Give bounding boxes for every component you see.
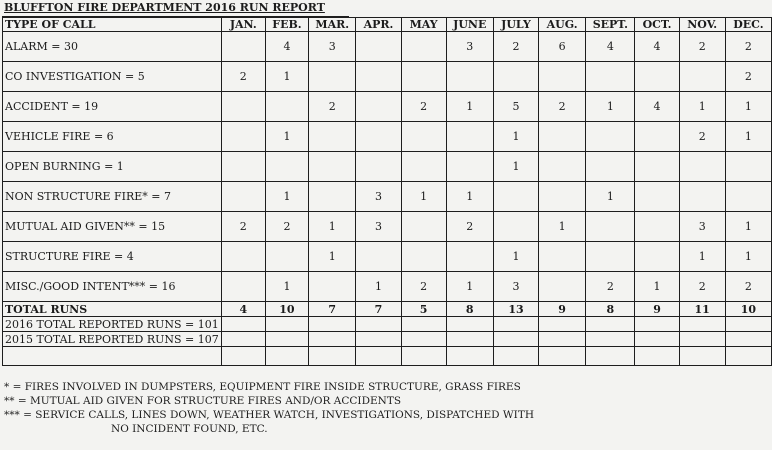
month-count <box>635 122 679 152</box>
call-type-row <box>3 152 772 182</box>
call-type-label: CO INVESTIGATION = 5 <box>3 62 222 92</box>
report-title: BLUFFTON FIRE DEPARTMENT 2016 RUN REPORT <box>4 1 325 14</box>
empty-cell <box>446 317 493 332</box>
empty-cell <box>539 332 586 347</box>
month-total: 8 <box>446 302 493 317</box>
call-type-label: ACCIDENT = 19 <box>3 92 222 122</box>
empty-cell <box>221 317 265 332</box>
month-count <box>309 122 356 152</box>
header-month: DEC. <box>725 18 771 32</box>
month-count: 4 <box>635 92 679 122</box>
call-type-row <box>3 182 772 212</box>
total-runs-row <box>3 302 772 317</box>
month-count <box>401 152 446 182</box>
month-count <box>493 182 538 212</box>
month-count: 1 <box>725 92 771 122</box>
header-month: JAN. <box>221 18 265 32</box>
month-count: 3 <box>446 32 493 62</box>
empty-cell <box>635 332 679 347</box>
month-count <box>221 272 265 302</box>
month-count: 1 <box>309 212 356 242</box>
call-type-label: OPEN BURNING = 1 <box>3 152 222 182</box>
header-month: JULY <box>493 18 538 32</box>
month-count: 2 <box>679 122 725 152</box>
month-count <box>586 122 635 152</box>
month-count: 2 <box>309 92 356 122</box>
month-count <box>586 242 635 272</box>
month-total: 10 <box>725 302 771 317</box>
call-type-label: NON STRUCTURE FIRE* = 7 <box>3 182 222 212</box>
month-count <box>446 122 493 152</box>
month-count: 1 <box>493 152 538 182</box>
empty-cell <box>725 332 771 347</box>
footnote-triple-star-continued: NO INCIDENT FOUND, ETC. <box>111 423 268 435</box>
empty-cell <box>221 332 265 347</box>
header-row <box>3 18 772 32</box>
month-total: 13 <box>493 302 538 317</box>
empty-cell <box>635 317 679 332</box>
month-count <box>221 152 265 182</box>
month-count <box>221 182 265 212</box>
month-count: 2 <box>725 62 771 92</box>
month-count <box>679 62 725 92</box>
call-type-label: VEHICLE FIRE = 6 <box>3 122 222 152</box>
empty-cell <box>309 347 356 366</box>
month-count: 1 <box>679 92 725 122</box>
header-month: MAY <box>401 18 446 32</box>
empty-cell <box>401 347 446 366</box>
month-count: 1 <box>725 122 771 152</box>
total-runs-label: TOTAL RUNS <box>3 302 222 317</box>
annual-total-row <box>3 332 772 347</box>
month-total: 9 <box>635 302 679 317</box>
empty-cell <box>446 332 493 347</box>
empty-cell <box>309 317 356 332</box>
month-count <box>356 62 401 92</box>
month-count <box>446 62 493 92</box>
month-count: 2 <box>401 272 446 302</box>
month-count: 1 <box>265 122 308 152</box>
month-count: 1 <box>493 122 538 152</box>
month-total: 5 <box>401 302 446 317</box>
month-count: 2 <box>265 212 308 242</box>
month-count <box>446 242 493 272</box>
empty-cell <box>539 317 586 332</box>
month-total: 7 <box>309 302 356 317</box>
month-count <box>309 272 356 302</box>
call-type-row <box>3 122 772 152</box>
month-count: 2 <box>221 62 265 92</box>
month-count <box>401 32 446 62</box>
month-count: 1 <box>356 272 401 302</box>
month-count <box>221 92 265 122</box>
call-type-label: STRUCTURE FIRE = 4 <box>3 242 222 272</box>
month-count <box>635 182 679 212</box>
header-month: AUG. <box>539 18 586 32</box>
call-type-label: ALARM = 30 <box>3 32 222 62</box>
call-type-row <box>3 242 772 272</box>
month-count <box>539 122 586 152</box>
month-count <box>539 62 586 92</box>
month-count: 4 <box>586 32 635 62</box>
month-count <box>356 92 401 122</box>
month-total: 10 <box>265 302 308 317</box>
month-total: 8 <box>586 302 635 317</box>
month-count: 1 <box>725 212 771 242</box>
month-count: 2 <box>539 92 586 122</box>
annual-total-label: 2016 TOTAL REPORTED RUNS = 101 <box>3 317 222 332</box>
month-count: 2 <box>679 272 725 302</box>
empty-cell <box>725 347 771 366</box>
call-type-label: MISC./GOOD INTENT*** = 16 <box>3 272 222 302</box>
header-month: MAR. <box>309 18 356 32</box>
empty-cell <box>493 347 538 366</box>
call-type-label: MUTUAL AID GIVEN** = 15 <box>3 212 222 242</box>
month-count: 1 <box>309 242 356 272</box>
month-count <box>539 272 586 302</box>
annual-total-label: 2015 TOTAL REPORTED RUNS = 107 <box>3 332 222 347</box>
month-count: 1 <box>586 182 635 212</box>
month-count <box>265 152 308 182</box>
call-type-row <box>3 32 772 62</box>
empty-cell <box>446 347 493 366</box>
month-count <box>635 242 679 272</box>
month-count <box>356 152 401 182</box>
empty-cell <box>401 332 446 347</box>
footnote-triple-star: *** = SERVICE CALLS, LINES DOWN, WEATHER WATCH, INVESTIGATIONS, DISPATCHED WITH <box>4 409 534 421</box>
month-count <box>356 32 401 62</box>
month-count: 1 <box>446 272 493 302</box>
month-count <box>725 152 771 182</box>
month-count: 4 <box>265 32 308 62</box>
empty-cell <box>725 317 771 332</box>
month-count: 4 <box>635 32 679 62</box>
footnotes <box>4 380 534 436</box>
month-count <box>401 62 446 92</box>
month-count <box>539 182 586 212</box>
month-count <box>401 122 446 152</box>
month-count <box>446 152 493 182</box>
month-total: 11 <box>679 302 725 317</box>
month-count: 3 <box>493 272 538 302</box>
month-count: 2 <box>401 92 446 122</box>
empty-cell <box>679 347 725 366</box>
month-count <box>725 182 771 212</box>
month-count: 1 <box>586 92 635 122</box>
month-count: 1 <box>539 212 586 242</box>
header-month: NOV. <box>679 18 725 32</box>
month-count <box>356 122 401 152</box>
header-month: FEB. <box>265 18 308 32</box>
month-count <box>586 152 635 182</box>
run-report-table <box>2 17 772 366</box>
header-month: SEPT. <box>586 18 635 32</box>
month-count: 6 <box>539 32 586 62</box>
footnote-single-star: * = FIRES INVOLVED IN DUMPSTERS, EQUIPMENT FIRE INSIDE STRUCTURE, GRASS FIRES <box>4 381 521 393</box>
month-count: 2 <box>725 272 771 302</box>
month-count: 2 <box>725 32 771 62</box>
empty-cell <box>356 347 401 366</box>
empty-cell <box>221 347 265 366</box>
call-type-row <box>3 92 772 122</box>
month-count: 1 <box>265 182 308 212</box>
month-count: 2 <box>586 272 635 302</box>
call-type-row <box>3 62 772 92</box>
month-count <box>635 212 679 242</box>
month-count <box>679 152 725 182</box>
month-total: 4 <box>221 302 265 317</box>
month-count: 1 <box>265 272 308 302</box>
month-count <box>493 212 538 242</box>
header-month: OCT. <box>635 18 679 32</box>
month-count: 1 <box>493 242 538 272</box>
empty-cell <box>356 317 401 332</box>
month-count: 1 <box>635 272 679 302</box>
month-count <box>309 182 356 212</box>
empty-cell <box>265 347 308 366</box>
month-total: 9 <box>539 302 586 317</box>
month-count <box>221 122 265 152</box>
empty-cell <box>3 347 222 366</box>
month-count <box>539 242 586 272</box>
month-count <box>221 32 265 62</box>
month-count: 1 <box>401 182 446 212</box>
month-total: 7 <box>356 302 401 317</box>
empty-cell <box>356 332 401 347</box>
month-count: 2 <box>493 32 538 62</box>
month-count <box>586 212 635 242</box>
month-count <box>401 212 446 242</box>
month-count: 3 <box>356 182 401 212</box>
month-count <box>493 62 538 92</box>
empty-cell <box>265 332 308 347</box>
month-count: 1 <box>446 182 493 212</box>
month-count: 2 <box>679 32 725 62</box>
month-count: 1 <box>679 242 725 272</box>
month-count <box>265 242 308 272</box>
footnote-double-star: ** = MUTUAL AID GIVEN FOR STRUCTURE FIRES AND/OR ACCIDENTS <box>4 395 402 407</box>
month-count: 1 <box>265 62 308 92</box>
month-count <box>309 62 356 92</box>
empty-cell <box>635 347 679 366</box>
month-count <box>221 242 265 272</box>
month-count: 5 <box>493 92 538 122</box>
month-count <box>679 182 725 212</box>
month-count <box>356 242 401 272</box>
month-count: 3 <box>356 212 401 242</box>
month-count: 1 <box>725 242 771 272</box>
empty-cell <box>539 347 586 366</box>
empty-cell <box>679 317 725 332</box>
month-count: 2 <box>221 212 265 242</box>
month-count <box>586 62 635 92</box>
month-count: 2 <box>446 212 493 242</box>
empty-cell <box>493 317 538 332</box>
empty-cell <box>586 317 635 332</box>
empty-cell <box>309 332 356 347</box>
call-type-row <box>3 272 772 302</box>
month-count <box>401 242 446 272</box>
month-count: 3 <box>309 32 356 62</box>
empty-cell <box>679 332 725 347</box>
blank-row <box>3 347 772 366</box>
header-type-of-call: TYPE OF CALL <box>3 18 222 32</box>
month-count <box>635 152 679 182</box>
empty-cell <box>586 347 635 366</box>
empty-cell <box>586 332 635 347</box>
empty-cell <box>493 332 538 347</box>
call-type-row <box>3 212 772 242</box>
empty-cell <box>401 317 446 332</box>
month-count <box>265 92 308 122</box>
month-count: 1 <box>446 92 493 122</box>
month-count <box>635 62 679 92</box>
annual-total-row <box>3 317 772 332</box>
month-count: 3 <box>679 212 725 242</box>
header-month: APR. <box>356 18 401 32</box>
header-month: JUNE <box>446 18 493 32</box>
empty-cell <box>265 317 308 332</box>
month-count <box>309 152 356 182</box>
month-count <box>539 152 586 182</box>
